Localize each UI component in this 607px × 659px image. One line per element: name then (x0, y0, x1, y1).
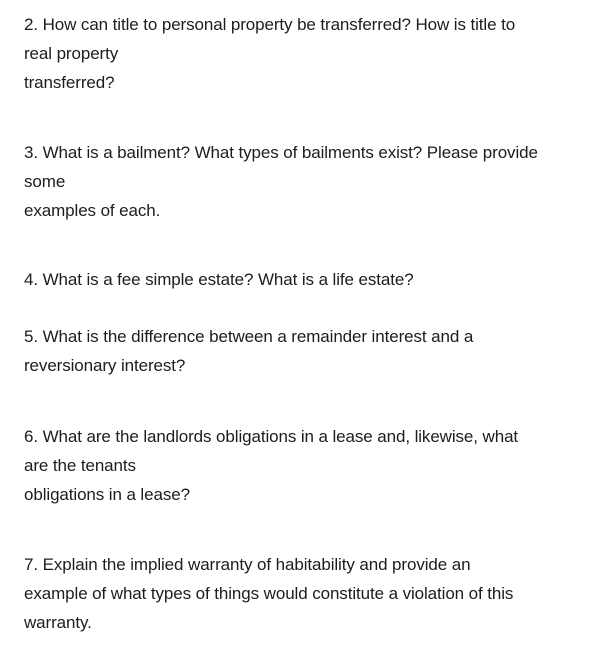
question-line: 3. What is a bailment? What types of bailments exist? Please provide (24, 143, 538, 162)
question-line: real property (24, 44, 119, 63)
question-line: 6. What are the landlords obligations in a lease and, likewise, what (24, 427, 519, 446)
question-line: some (24, 172, 66, 191)
question-7 (24, 550, 599, 637)
question-4 (24, 265, 599, 294)
question-line: 5. What is the difference between a remainder interest and a (24, 327, 474, 346)
question-5 (24, 322, 599, 380)
question-6 (24, 422, 599, 509)
question-2 (24, 10, 599, 97)
question-line: warranty. (24, 613, 92, 632)
question-line: example of what types of things would constitute a violation of this (24, 584, 514, 603)
question-line: 2. How can title to personal property be transferred? How is title to (24, 15, 516, 34)
question-line: 4. What is a fee simple estate? What is a life estate? (24, 270, 414, 289)
question-line: examples of each. (24, 201, 161, 220)
question-line: transferred? (24, 73, 115, 92)
question-line: 7. Explain the implied warranty of habitability and provide an (24, 555, 471, 574)
question-line: are the tenants (24, 456, 136, 475)
question-3 (24, 138, 599, 225)
question-line: reversionary interest? (24, 356, 186, 375)
question-line: obligations in a lease? (24, 485, 190, 504)
